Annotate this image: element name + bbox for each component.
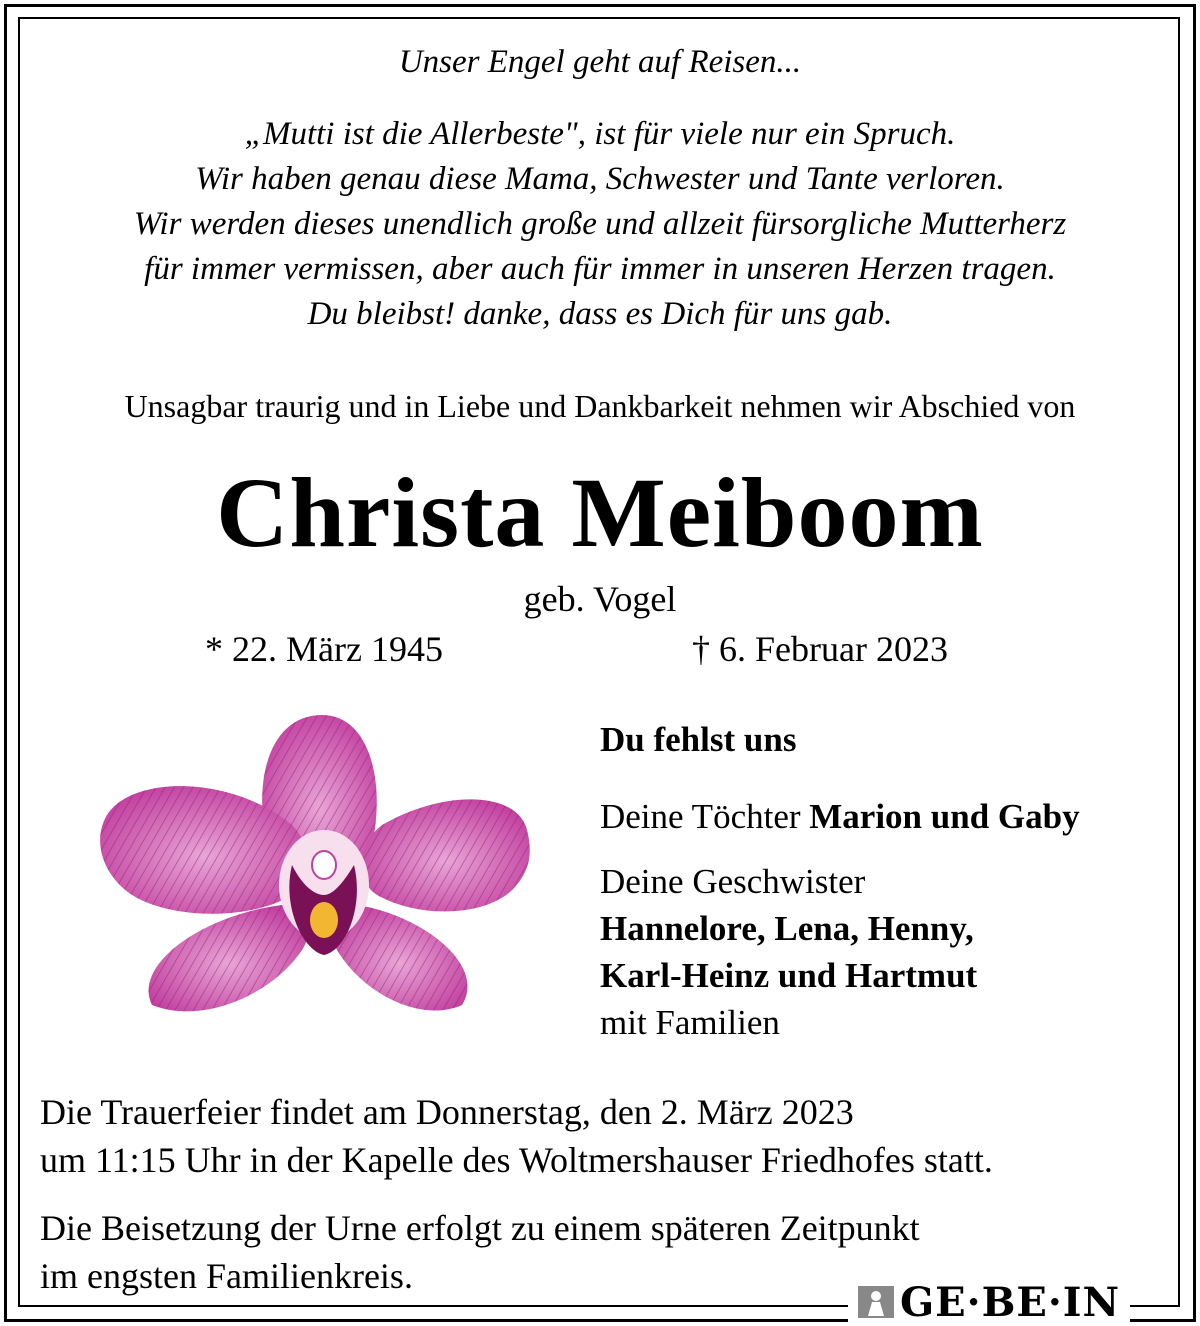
poem xyxy=(0,112,1200,337)
siblings-label: Deine Geschwister xyxy=(600,862,866,901)
publisher-logo xyxy=(848,1280,1130,1324)
deceased-name: Christa Meiboom xyxy=(216,457,984,568)
urn-burial xyxy=(40,1204,920,1300)
burial-line: Die Beisetzung der Urne erfolgt zu einem späteren Zeitpunkt xyxy=(40,1208,920,1248)
daughters-prefix: Deine Töchter xyxy=(600,797,801,836)
daughters-line xyxy=(600,797,1080,837)
siblings-names: Karl-Heinz und Hartmut xyxy=(600,956,978,995)
siblings-names: Hannelore, Lena, Henny, xyxy=(600,909,974,948)
funeral-service xyxy=(40,1088,993,1184)
orchid-image xyxy=(92,705,542,1045)
siblings-block xyxy=(600,858,977,1046)
death-date: † 6. Februar 2023 xyxy=(692,629,948,669)
birth-date: * 22. März 1945 xyxy=(205,629,443,669)
poem-line: „Mutti ist die Allerbeste", ist für viele nur ein Spruch. xyxy=(244,116,956,152)
poem-line: Du bleibst! danke, dass es Dich für uns gab. xyxy=(307,296,893,332)
poem-line: Wir werden dieses unendlich große und allzeit fürsorgliche Mutterherz xyxy=(133,206,1067,242)
poem-line: Wir haben genau diese Mama, Schwester und Tante verloren. xyxy=(195,161,1005,197)
motto: Unser Engel geht auf Reisen... xyxy=(398,44,802,80)
burial-line: im engsten Familienkreis. xyxy=(40,1256,413,1296)
service-line: Die Trauerfeier findet am Donnerstag, den 2. März 2023 xyxy=(40,1092,854,1132)
poem-line: für immer vermissen, aber auch für immer in unseren Herzen tragen. xyxy=(144,251,1056,287)
mourners-heading: Du fehlst uns xyxy=(600,720,797,759)
logo-text: GE·BE·IN xyxy=(900,1278,1121,1326)
service-line: um 11:15 Uhr in der Kapelle des Woltmershauser Friedhofes statt. xyxy=(40,1140,993,1180)
maiden-name: geb. Vogel xyxy=(523,579,677,619)
families-line: mit Familien xyxy=(600,1003,780,1042)
farewell-intro: Unsagbar traurig und in Liebe und Dankbarkeit nehmen wir Abschied von xyxy=(124,388,1076,424)
daughters-names: Marion und Gaby xyxy=(809,797,1080,836)
logo-icon xyxy=(858,1284,894,1320)
